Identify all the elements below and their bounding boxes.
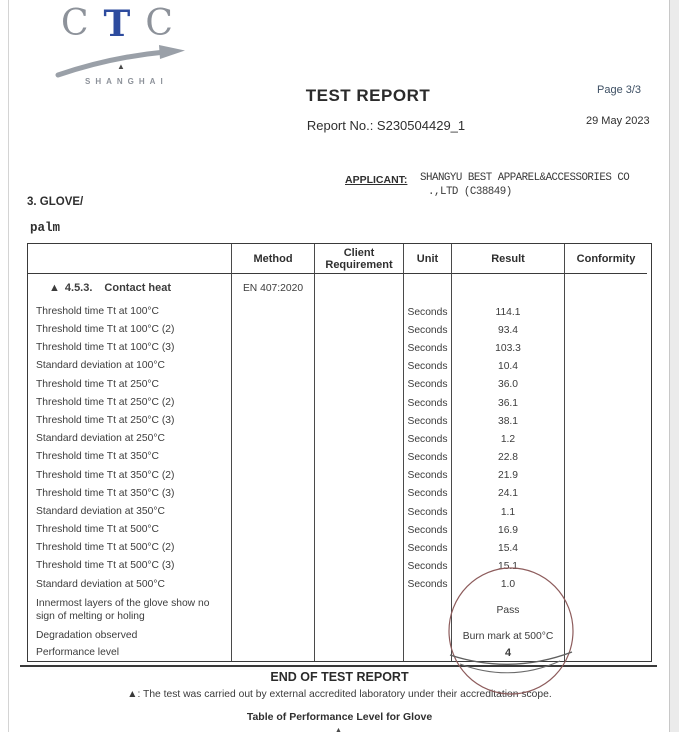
row-conformity xyxy=(565,558,647,576)
row-method xyxy=(232,627,315,645)
row-conformity xyxy=(565,576,647,594)
row-client-requirement xyxy=(315,321,404,339)
ctc-logo xyxy=(55,3,200,88)
external-lab-triangle-icon: ▲ xyxy=(49,282,60,295)
row-method xyxy=(232,521,315,539)
row-result: 4 xyxy=(452,645,565,661)
logo-city-label: SHANGHAI xyxy=(85,77,168,86)
row-client-requirement xyxy=(315,449,404,467)
test-conformity xyxy=(565,274,647,303)
logo-letter-t: T xyxy=(103,3,131,45)
row-result: Burn mark at 500°C xyxy=(452,627,565,645)
column-header-conformity: Conformity xyxy=(565,244,647,274)
row-conformity xyxy=(565,321,647,339)
row-unit: Seconds xyxy=(404,376,452,394)
accreditation-footnote: ▲: The test was carried out by external accredited laboratory under their accreditation scope. xyxy=(127,689,552,700)
row-result: 15.1 xyxy=(452,558,565,576)
row-label: Threshold time Tt at 250°C (3) xyxy=(28,412,232,430)
row-result: 103.3 xyxy=(452,339,565,357)
applicant-name-line1: SHANGYU BEST APPAREL&ACCESSORIES CO xyxy=(420,172,630,184)
row-result: 1.2 xyxy=(452,430,565,448)
row-conformity xyxy=(565,412,647,430)
column-header-unit: Unit xyxy=(404,244,452,274)
row-unit: Seconds xyxy=(404,321,452,339)
row-conformity xyxy=(565,485,647,503)
column-header-blank xyxy=(28,244,232,274)
logo-letter-c2: C xyxy=(145,3,173,44)
row-result: 10.4 xyxy=(452,358,565,376)
row-conformity xyxy=(565,449,647,467)
column-header-method: Method xyxy=(232,244,315,274)
row-result: 21.9 xyxy=(452,467,565,485)
row-unit: Seconds xyxy=(404,394,452,412)
row-label: Standard deviation at 500°C xyxy=(28,576,232,594)
row-client-requirement xyxy=(315,412,404,430)
row-result: Pass xyxy=(452,594,565,627)
row-client-requirement xyxy=(315,503,404,521)
row-unit: Seconds xyxy=(404,430,452,448)
row-label: Standard deviation at 100°C xyxy=(28,358,232,376)
row-conformity xyxy=(565,521,647,539)
row-method xyxy=(232,412,315,430)
row-method xyxy=(232,467,315,485)
test-unit xyxy=(404,274,452,303)
row-client-requirement xyxy=(315,339,404,357)
row-conformity xyxy=(565,339,647,357)
report-end-rule xyxy=(20,665,657,667)
test-clause-row xyxy=(28,274,232,303)
row-result: 36.1 xyxy=(452,394,565,412)
row-client-requirement xyxy=(315,645,404,661)
row-client-requirement xyxy=(315,430,404,448)
column-header-result: Result xyxy=(452,244,565,274)
row-result: 36.0 xyxy=(452,376,565,394)
row-unit: Seconds xyxy=(404,558,452,576)
row-label: Standard deviation at 250°C xyxy=(28,430,232,448)
row-method xyxy=(232,485,315,503)
row-unit: Seconds xyxy=(404,576,452,594)
row-method xyxy=(232,558,315,576)
test-method: EN 407:2020 xyxy=(232,274,315,303)
applicant-name-line2: .,LTD (C38849) xyxy=(428,186,512,198)
row-client-requirement xyxy=(315,627,404,645)
row-result: 38.1 xyxy=(452,412,565,430)
applicant-label: APPLICANT: xyxy=(345,174,408,186)
results-table xyxy=(27,243,652,662)
row-method xyxy=(232,358,315,376)
row-label: Threshold time Tt at 350°C (3) xyxy=(28,485,232,503)
row-label: Degradation observed xyxy=(28,627,232,645)
row-label: Innermost layers of the glove show no sign of melting or holing xyxy=(28,594,232,627)
scan-edge-left xyxy=(8,0,9,732)
row-method xyxy=(232,645,315,661)
row-unit xyxy=(404,645,452,661)
row-client-requirement xyxy=(315,467,404,485)
row-label: Threshold time Tt at 250°C xyxy=(28,376,232,394)
row-label: Threshold time Tt at 500°C (2) xyxy=(28,539,232,557)
row-label: Threshold time Tt at 250°C (2) xyxy=(28,394,232,412)
row-client-requirement xyxy=(315,594,404,627)
row-unit xyxy=(404,594,452,627)
row-result: 114.1 xyxy=(452,303,565,321)
row-client-requirement xyxy=(315,539,404,557)
row-client-requirement xyxy=(315,394,404,412)
row-unit: Seconds xyxy=(404,539,452,557)
row-label: Threshold time Tt at 500°C (3) xyxy=(28,558,232,576)
logo-triangle-icon: ▲ xyxy=(117,62,125,71)
test-client-requirement xyxy=(315,274,404,303)
row-client-requirement xyxy=(315,576,404,594)
row-result: 15.4 xyxy=(452,539,565,557)
row-unit: Seconds xyxy=(404,339,452,357)
row-client-requirement xyxy=(315,558,404,576)
row-conformity xyxy=(565,539,647,557)
row-conformity xyxy=(565,430,647,448)
column-header-client-requirement: Client Requirement xyxy=(315,244,404,274)
row-method xyxy=(232,376,315,394)
row-result: 93.4 xyxy=(452,321,565,339)
row-method xyxy=(232,430,315,448)
row-client-requirement xyxy=(315,376,404,394)
report-number: Report No.: S230504429_1 xyxy=(306,118,466,133)
row-label: Threshold time Tt at 350°C xyxy=(28,449,232,467)
row-conformity xyxy=(565,467,647,485)
row-method xyxy=(232,576,315,594)
page-title: TEST REPORT xyxy=(305,86,431,105)
test-name: Contact heat xyxy=(104,282,172,295)
logo-arrow-icon xyxy=(53,44,191,78)
row-method xyxy=(232,339,315,357)
row-client-requirement xyxy=(315,485,404,503)
row-result: 16.9 xyxy=(452,521,565,539)
row-conformity xyxy=(565,594,647,627)
row-method xyxy=(232,449,315,467)
row-client-requirement xyxy=(315,303,404,321)
row-unit: Seconds xyxy=(404,467,452,485)
row-unit: Seconds xyxy=(404,449,452,467)
row-client-requirement xyxy=(315,358,404,376)
row-unit: Seconds xyxy=(404,503,452,521)
row-unit: Seconds xyxy=(404,358,452,376)
row-label: Performance level xyxy=(28,645,232,661)
report-date: 29 May 2023 xyxy=(586,115,650,127)
row-client-requirement xyxy=(315,521,404,539)
row-unit xyxy=(404,627,452,645)
test-clause-number: 4.5.3. xyxy=(64,282,93,295)
row-label: Threshold time Tt at 500°C xyxy=(28,521,232,539)
row-method xyxy=(232,594,315,627)
row-conformity xyxy=(565,358,647,376)
page-number: Page 3/3 xyxy=(597,84,642,96)
row-conformity xyxy=(565,376,647,394)
row-unit: Seconds xyxy=(404,412,452,430)
sample-description: palm xyxy=(30,221,61,235)
performance-table-caption: Table of Performance Level for Glove xyxy=(246,711,433,723)
row-unit: Seconds xyxy=(404,303,452,321)
row-label: Threshold time Tt at 100°C (2) xyxy=(28,321,232,339)
row-label: Threshold time Tt at 350°C (2) xyxy=(28,467,232,485)
row-method xyxy=(232,321,315,339)
row-result: 22.8 xyxy=(452,449,565,467)
row-conformity xyxy=(565,503,647,521)
row-method xyxy=(232,503,315,521)
row-method xyxy=(232,303,315,321)
row-result: 24.1 xyxy=(452,485,565,503)
test-result xyxy=(452,274,565,303)
row-method xyxy=(232,539,315,557)
end-of-report-label: END OF TEST REPORT xyxy=(270,670,409,684)
row-result: 1.0 xyxy=(452,576,565,594)
row-method xyxy=(232,394,315,412)
logo-letter-c1: C xyxy=(61,3,89,44)
row-conformity xyxy=(565,627,647,645)
cutoff-triangle-icon: ▲ xyxy=(335,727,342,734)
ctc-logo-letters xyxy=(61,3,173,45)
row-conformity xyxy=(565,303,647,321)
row-unit: Seconds xyxy=(404,521,452,539)
row-conformity xyxy=(565,645,647,661)
row-conformity xyxy=(565,394,647,412)
row-result: 1.1 xyxy=(452,503,565,521)
row-label: Threshold time Tt at 100°C (3) xyxy=(28,339,232,357)
section-heading: 3. GLOVE/ xyxy=(27,196,84,208)
row-label: Standard deviation at 350°C xyxy=(28,503,232,521)
row-label: Threshold time Tt at 100°C xyxy=(28,303,232,321)
scan-edge-right xyxy=(669,0,679,732)
row-unit: Seconds xyxy=(404,485,452,503)
